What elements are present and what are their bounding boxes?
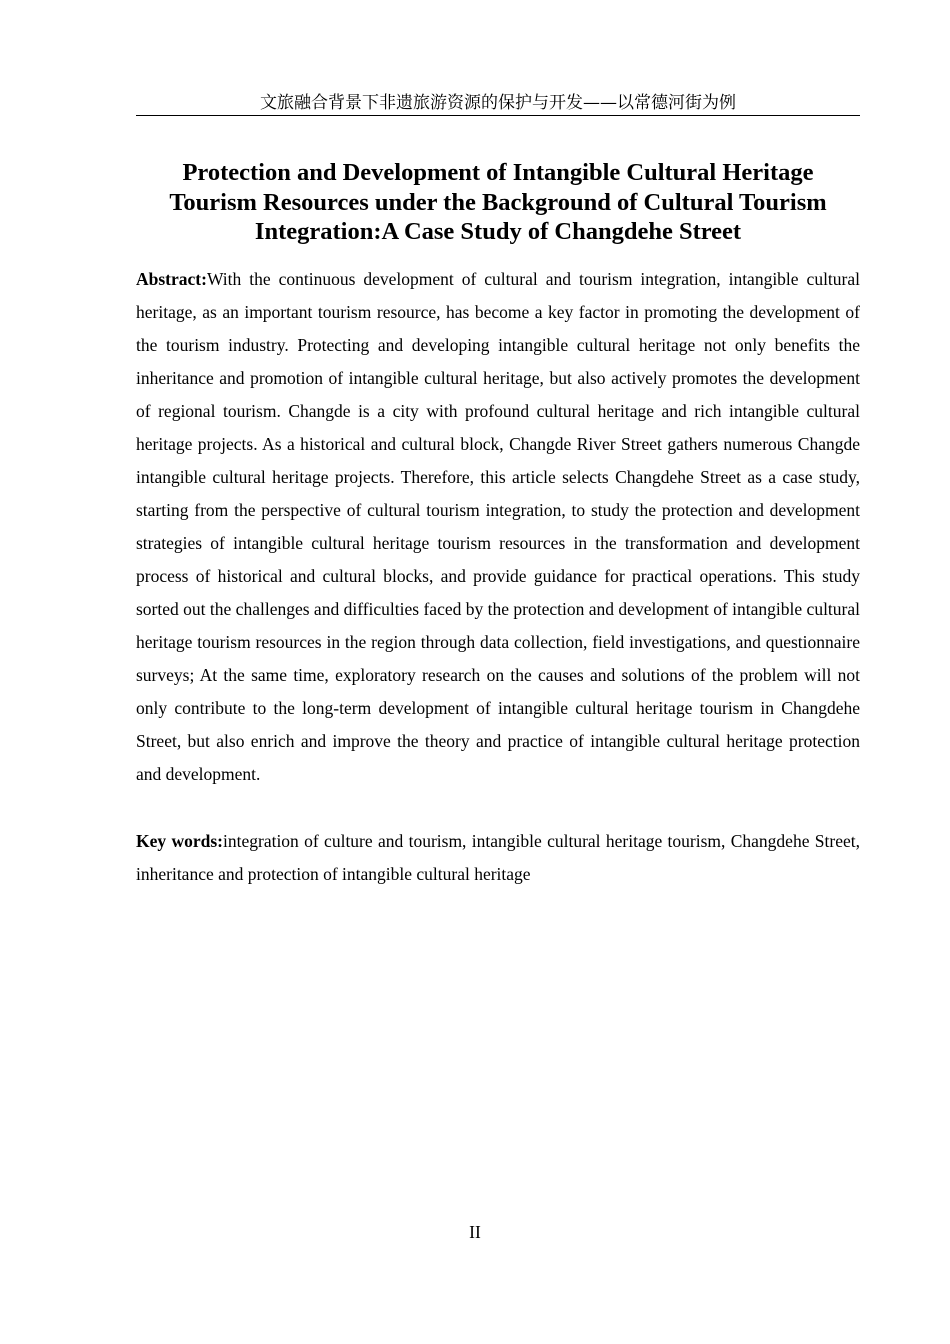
page-number: II — [469, 1222, 481, 1242]
title-line: Tourism Resources under the Background of Cultural Tourism — [169, 188, 827, 216]
keywords-text: integration of culture and tourism, intangible cultural heritage tourism, Changdehe Street, inheritance and protection of intangible cultural heritage — [136, 831, 860, 884]
abstract-paragraph — [136, 263, 860, 791]
keywords-label: Key words: — [136, 831, 223, 851]
abstract-label: Abstract: — [136, 269, 207, 289]
title-line: Integration:A Case Study of Changdehe Street — [254, 218, 742, 245]
keywords-paragraph — [136, 825, 860, 891]
abstract-text: With the continuous development of cultural and tourism integration, intangible cultural heritage, as an important tourism resource, has become a key factor in promoting the development of the tourism industry. Protecting and developing intangible cultural heritage not only benefits the inheritance and promotion of intangible cultural heritage, but also actively promotes the development of regional tourism. Changde is a city with profound cultural heritage and rich intangible cultural heritage projects. As a historical and cultural block, Changde River Street gathers numerous Changde intangible cultural heritage projects. Therefore, this article selects Changdehe Street as a case study, starting from the perspective of cultural tourism integration, to study the protection and development strategies of intangible cultural heritage tourism resources in the transformation and development process of historical and cultural blocks, and provide guidance for practical operations. This study sorted out the challenges and difficulties faced by the protection and development of intangible cultural heritage tourism resources in the region through data collection, field investigations, and questionnaire surveys; At the same time, exploratory research on the causes and solutions of the problem will not only contribute to the long-term development of intangible cultural heritage tourism in Changdehe Street, but also enrich and improve the theory and practice of intangible cultural heritage protection and development. — [136, 269, 860, 784]
running-header: 文旅融合背景下非遗旅游资源的保护与开发——以常德河街为例 — [136, 91, 860, 116]
title-line: Protection and Development of Intangible Cultural Heritage — [182, 159, 814, 186]
paper-title — [136, 158, 860, 247]
